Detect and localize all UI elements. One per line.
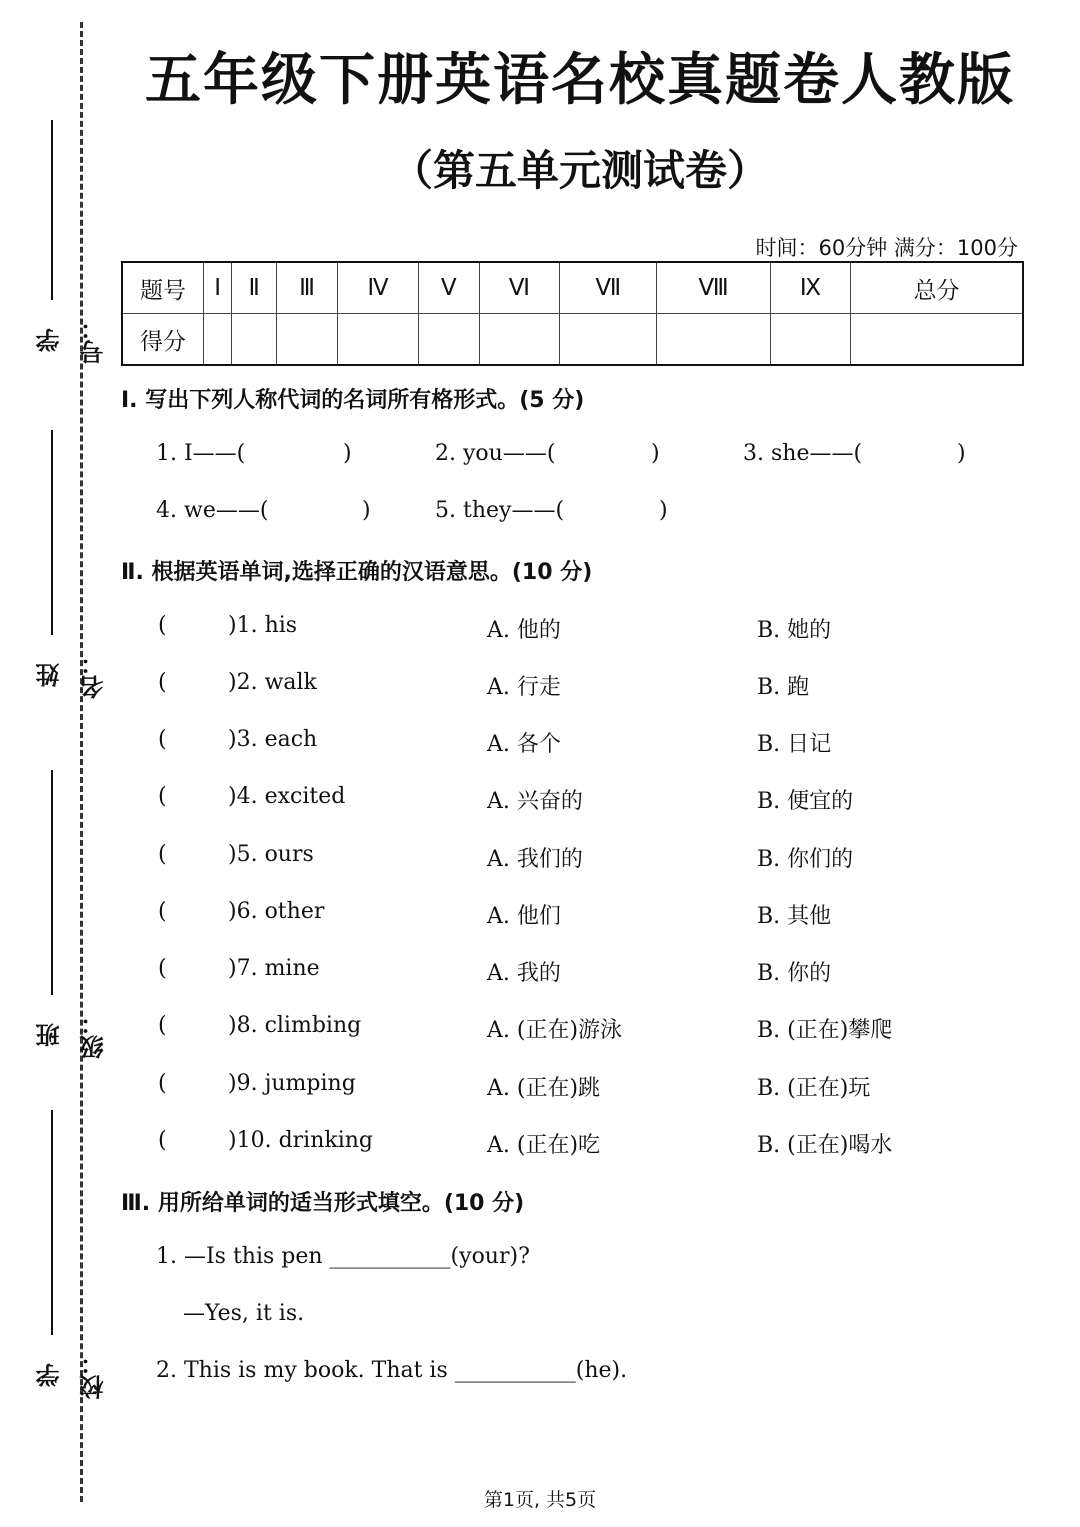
s2-item-5: [158, 842, 1058, 872]
question-word: )10. drinking: [228, 1128, 373, 1153]
col-2: Ⅱ: [232, 262, 277, 314]
col-5: Ⅴ: [418, 262, 479, 314]
s1-item-2: 2. you——(: [435, 441, 556, 466]
s1-close: ): [343, 441, 352, 466]
score-cell[interactable]: [277, 314, 338, 366]
answer-bracket[interactable]: (: [158, 1071, 167, 1096]
s2-item-7: [158, 956, 1058, 986]
s2-item-2: [158, 670, 1058, 700]
option-a: A. 各个: [487, 732, 561, 757]
s2-item-9: [158, 1071, 1058, 1101]
option-a: A. 我们的: [487, 847, 583, 872]
option-a: A. 他们: [487, 904, 561, 929]
s1-close: ): [362, 498, 371, 523]
s1-item-1: 1. I——(: [156, 441, 246, 466]
question-word: )7. mine: [228, 956, 320, 981]
option-b: B. 你的: [757, 961, 832, 986]
s2-item-1: [158, 613, 1058, 643]
question-word: )8. climbing: [228, 1013, 362, 1038]
name-label: 姓名：: [36, 651, 108, 699]
class-label: 班级：: [36, 1011, 108, 1059]
score-cell[interactable]: [479, 314, 560, 366]
col-8: Ⅷ: [657, 262, 771, 314]
score-cell[interactable]: [338, 314, 419, 366]
score-cell[interactable]: [232, 314, 277, 366]
s3-question-1-reply: —Yes, it is.: [183, 1301, 305, 1326]
answer-bracket[interactable]: (: [158, 1013, 167, 1038]
answer-bracket[interactable]: (: [158, 1128, 167, 1153]
col-3: Ⅲ: [277, 262, 338, 314]
s1-close: ): [957, 441, 966, 466]
option-b: B. 便宜的: [757, 789, 854, 814]
school-label: 学校：: [36, 1351, 108, 1399]
option-b: B. 跑: [757, 675, 810, 700]
s1-item-4: 4. we——(: [156, 498, 269, 523]
option-a: A. (正在)跳: [487, 1076, 601, 1101]
score-cell[interactable]: [657, 314, 771, 366]
score-table-header-row: [122, 262, 1023, 314]
score-table-score-row: [122, 314, 1023, 366]
option-b: B. (正在)喝水: [757, 1133, 893, 1158]
section-1-heading: Ⅰ. 写出下列人称代词的名词所有格形式。(5 分): [121, 388, 585, 413]
page-title: 五年级下册英语名校真题卷人教版: [145, 47, 1015, 113]
s2-item-3: [158, 727, 1058, 757]
s3-question-2[interactable]: 2. This is my book. That is ___________(he).: [156, 1358, 628, 1383]
score-table: [121, 261, 1024, 366]
question-word: )4. excited: [228, 784, 346, 809]
score-cell[interactable]: [770, 314, 850, 366]
option-a: A. 兴奋的: [487, 789, 583, 814]
question-word: )9. jumping: [228, 1071, 356, 1096]
answer-bracket[interactable]: (: [158, 956, 167, 981]
s1-close: ): [651, 441, 660, 466]
score-cell[interactable]: [204, 314, 232, 366]
score-cell[interactable]: [418, 314, 479, 366]
score-cell[interactable]: [560, 314, 657, 366]
school-line: [51, 1110, 53, 1335]
page-subtitle: （第五单元测试卷）: [390, 146, 769, 195]
option-b: B. 日记: [757, 732, 832, 757]
option-a: A. 他的: [487, 618, 561, 643]
option-b: B. (正在)玩: [757, 1076, 871, 1101]
option-b: B. 你们的: [757, 847, 854, 872]
page-number: 第1页, 共5页: [483, 1489, 597, 1511]
answer-bracket[interactable]: (: [158, 842, 167, 867]
option-b: B. 其他: [757, 904, 832, 929]
option-a: A. 行走: [487, 675, 561, 700]
section-2-heading: Ⅱ. 根据英语单词,选择正确的汉语意思。(10 分): [121, 560, 593, 585]
name-line: [51, 430, 53, 635]
s2-item-8: [158, 1013, 1058, 1043]
student-no-line: [51, 120, 53, 300]
header-label-cell: 题号: [122, 262, 204, 314]
cut-line: [80, 22, 83, 1502]
col-9: Ⅸ: [770, 262, 850, 314]
answer-bracket[interactable]: (: [158, 899, 167, 924]
answer-bracket[interactable]: (: [158, 670, 167, 695]
s3-question-1[interactable]: 1. —Is this pen ___________(your)?: [156, 1244, 530, 1269]
s1-item-3: 3. she——(: [743, 441, 863, 466]
answer-bracket[interactable]: (: [158, 784, 167, 809]
s2-item-6: [158, 899, 1058, 929]
question-word: )2. walk: [228, 670, 317, 695]
section-3-heading: Ⅲ. 用所给单词的适当形式填空。(10 分): [121, 1191, 525, 1216]
score-label-cell: 得分: [122, 314, 204, 366]
option-a: A. (正在)游泳: [487, 1018, 623, 1043]
option-a: A. 我的: [487, 961, 561, 986]
student-no-label: 学号：: [36, 316, 108, 364]
question-word: )3. each: [228, 727, 318, 752]
s2-item-10: [158, 1128, 1058, 1158]
col-1: Ⅰ: [204, 262, 232, 314]
question-word: )1. his: [228, 613, 298, 638]
col-total: 总分: [851, 262, 1023, 314]
s1-close: ): [659, 498, 668, 523]
col-4: Ⅳ: [338, 262, 419, 314]
score-cell-total[interactable]: [851, 314, 1023, 366]
col-7: Ⅶ: [560, 262, 657, 314]
answer-bracket[interactable]: (: [158, 727, 167, 752]
option-b: B. (正在)攀爬: [757, 1018, 893, 1043]
answer-bracket[interactable]: (: [158, 613, 167, 638]
question-word: )5. ours: [228, 842, 314, 867]
option-b: B. 她的: [757, 618, 832, 643]
exam-meta: 时间：60分钟 满分：100分: [755, 236, 1018, 260]
col-6: Ⅵ: [479, 262, 560, 314]
s1-item-5: 5. they——(: [435, 498, 565, 523]
option-a: A. (正在)吃: [487, 1133, 601, 1158]
question-word: )6. other: [228, 899, 325, 924]
s2-item-4: [158, 784, 1058, 814]
binding-margin: [0, 0, 108, 1527]
class-line: [51, 770, 53, 995]
